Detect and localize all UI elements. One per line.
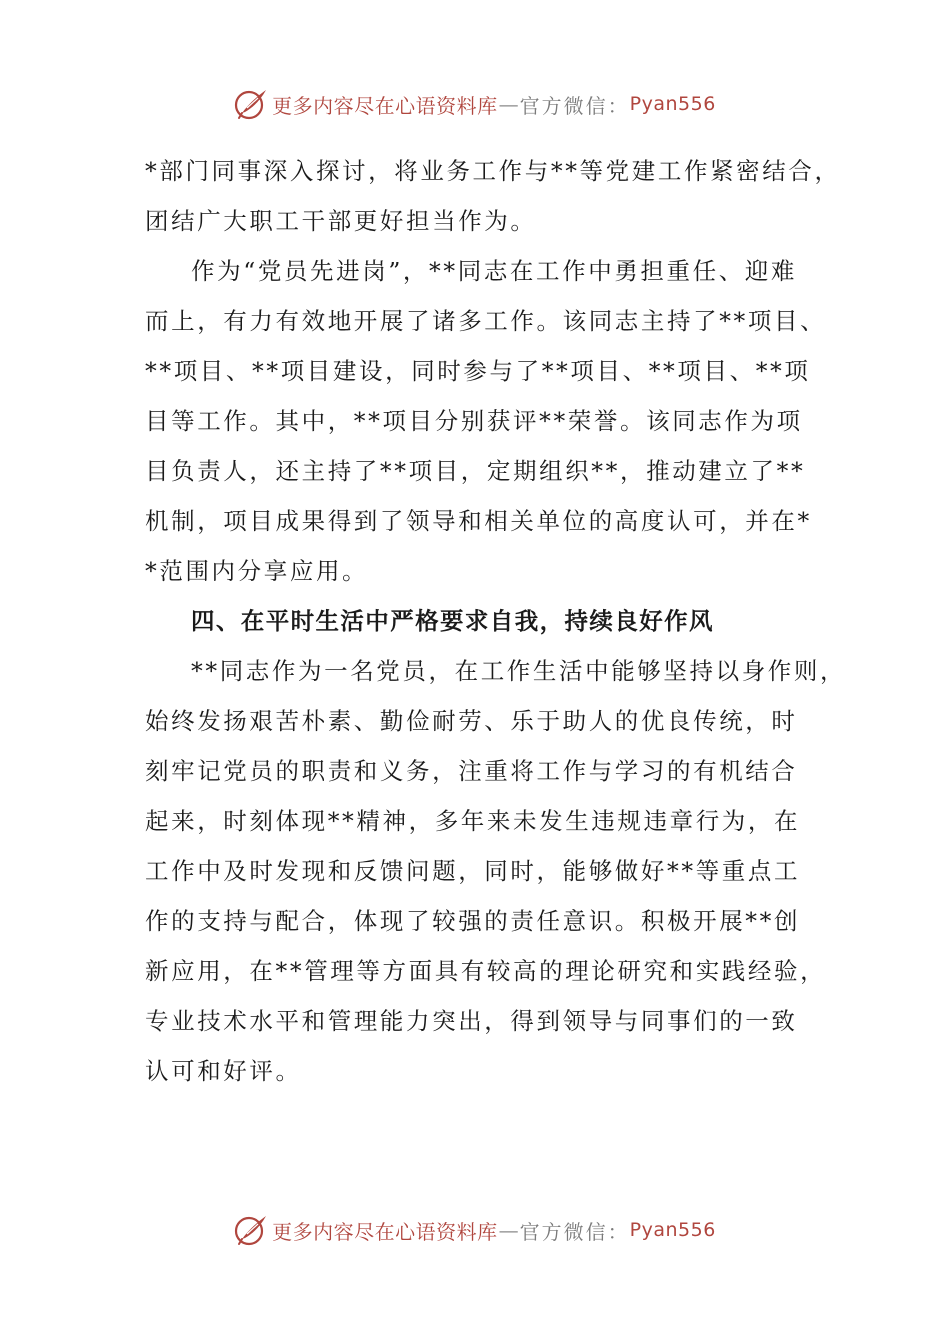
banner-wechat-id: Pyan556 — [629, 93, 716, 115]
footer-watermark-banner — [0, 1208, 950, 1252]
text-line: 工作中及时发现和反馈问题，同时，能够做好**等重点工 — [145, 857, 801, 885]
text-line: 目等工作。其中，**项目分别获评**荣誉。该同志作为项 — [145, 407, 803, 435]
text-line: 团结广大职工干部更好担当作为。 — [145, 207, 537, 235]
banner-wechat-label: 官方微信： — [519, 93, 630, 118]
banner-site-name: 更多内容尽在心语资料库 — [272, 1219, 498, 1244]
text-line: 始终发扬艰苦朴素、勤俭耐劳、乐于助人的优良传统，时 — [145, 707, 798, 735]
section-heading: 四、在平时生活中严格要求自我，持续良好作风 — [191, 607, 714, 635]
text-line: *范围内分享应用。 — [145, 557, 369, 585]
text-line: **同志作为一名党员，在工作生活中能够坚持以身作则， — [191, 657, 847, 685]
text-line: 作的支持与配合，体现了较强的责任意识。积极开展**创 — [145, 907, 801, 935]
text-line: 作为“党员先进岗”，**同志在工作中勇担重任、迎难 — [191, 257, 798, 285]
banner-site-name: 更多内容尽在心语资料库 — [272, 93, 498, 118]
header-watermark-banner — [0, 82, 950, 126]
banner-dash: — — [498, 1218, 519, 1242]
quill-logo-icon — [234, 1213, 268, 1247]
text-line: **项目、**项目建设，同时参与了**项目、**项目、**项 — [145, 357, 811, 385]
banner-dash: — — [498, 92, 519, 116]
text-line: 专业技术水平和管理能力突出，得到领导与同事们的一致 — [145, 1007, 798, 1035]
banner-wechat-id: Pyan556 — [629, 1219, 716, 1241]
text-line: 新应用，在**管理等方面具有较高的理论研究和实践经验， — [145, 957, 827, 985]
text-line: 刻牢记党员的职责和义务，注重将工作与学习的有机结合 — [145, 757, 798, 785]
text-line: *部门同事深入探讨，将业务工作与**等党建工作紧密结合， — [145, 157, 841, 185]
text-line: 机制，项目成果得到了领导和相关单位的高度认可，并在* — [145, 507, 812, 535]
text-line: 起来，时刻体现**精神，多年来未发生违规违章行为，在 — [145, 807, 801, 835]
text-line: 认可和好评。 — [145, 1057, 302, 1085]
text-line: 而上，有力有效地开展了诸多工作。该同志主持了**项目、 — [145, 307, 827, 335]
quill-logo-icon — [234, 87, 268, 121]
banner-wechat-label: 官方微信： — [519, 1219, 630, 1244]
text-line: 目负责人，还主持了**项目，定期组织**，推动建立了** — [145, 457, 806, 485]
document-body — [145, 146, 847, 1096]
